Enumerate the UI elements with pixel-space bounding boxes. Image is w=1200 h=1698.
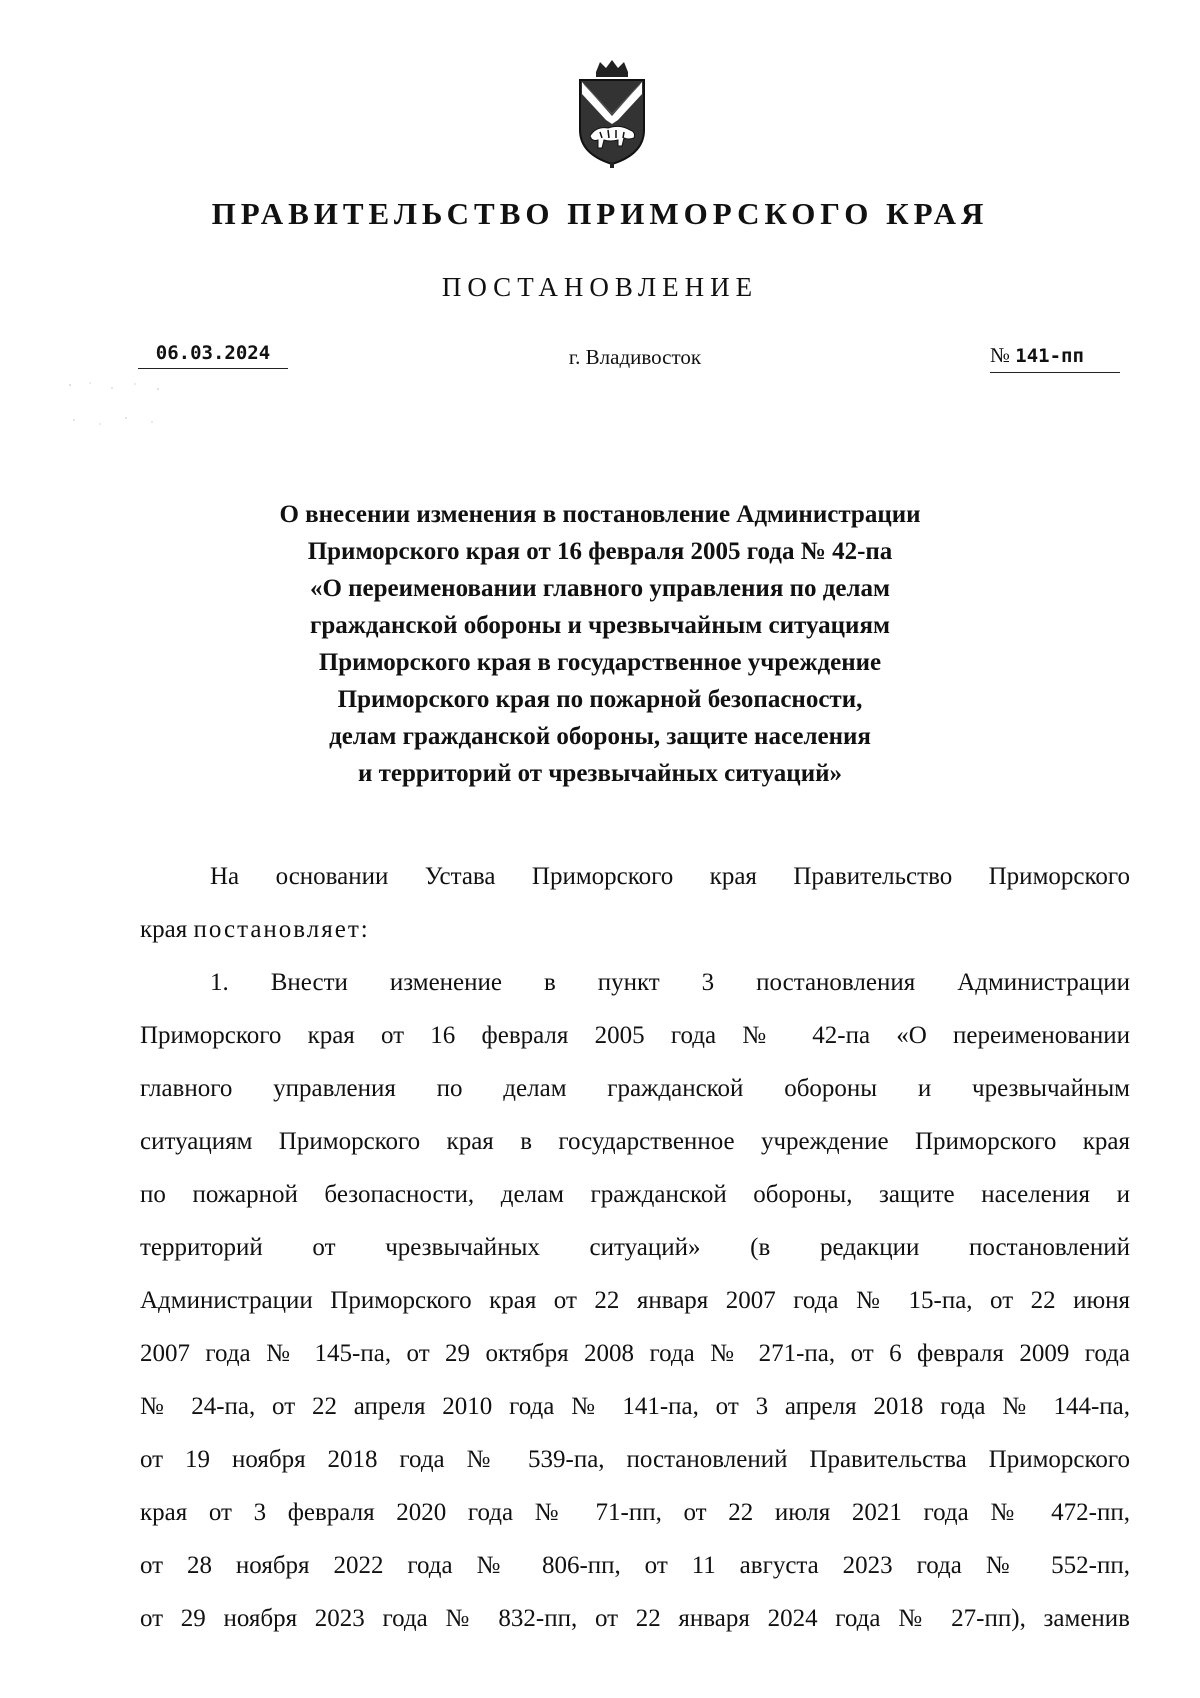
document-type: ПОСТАНОВЛЕНИЕ [441, 272, 759, 302]
organization-title: ПРАВИТЕЛЬСТВО ПРИМОРСКОГО КРАЯ [211, 196, 989, 231]
resolution-heading [200, 496, 1000, 792]
paragraph-line: 1. Внести изменение в пункт 3 постановления Администрации [210, 969, 1130, 996]
number-prefix: № [990, 343, 1011, 367]
paragraph-line: от 29 ноября 2023 года № 832-пп, от 22 января 2024 года № 27-пп), заменив [140, 1605, 1130, 1632]
heading-line: О внесении изменения в постановление Администрации [279, 501, 921, 528]
heading-line: и территорий от чрезвычайных ситуаций» [357, 760, 843, 787]
heading-line: Приморского края по пожарной безопасности, [337, 686, 863, 713]
document-body [140, 857, 1130, 1652]
document-number [990, 343, 1120, 373]
paragraph-line: по пожарной безопасности, делам гражданской обороны, защите населения и [140, 1181, 1130, 1208]
paragraph-line: ситуациям Приморского края в государственное учреждение Приморского края [140, 1128, 1130, 1155]
intro-line: На основании Устава Приморского края Правительство Приморского [210, 863, 1130, 890]
heading-line: Приморского края от 16 февраля 2005 года № 42-па [307, 538, 893, 565]
paragraph-line: Приморского края от 16 февраля 2005 года № 42-па «О переименовании [140, 1022, 1130, 1049]
intro-line [140, 910, 1130, 963]
heading-line: делам гражданской обороны, защите населения [329, 723, 871, 750]
heading-line: Приморского края в государственное учреждение [318, 649, 882, 676]
paragraph-line: края от 3 февраля 2020 года № 71-пп, от 22 июля 2021 года № 472-пп, [140, 1499, 1130, 1526]
paragraph-line: от 19 ноября 2018 года № 539-па, постановлений Правительства Приморского [140, 1446, 1130, 1473]
coat-of-arms-icon [574, 58, 650, 170]
paragraph-line: 2007 года № 145-па, от 29 октября 2008 года № 271-па, от 6 февраля 2009 года [140, 1340, 1130, 1367]
heading-line: «О переименовании главного управления по делам [309, 575, 891, 602]
number-value: 141-пп [1015, 345, 1084, 367]
paragraph-line: № 24-па, от 22 апреля 2010 года № 141-па, от 3 апреля 2018 года № 144-па, [140, 1393, 1130, 1420]
scan-noise [60, 380, 210, 450]
paragraph-line: территорий от чрезвычайных ситуаций» (в редакции постановлений [140, 1234, 1130, 1261]
resolves-word: постановляет: [193, 916, 370, 943]
heading-line: гражданской обороны и чрезвычайным ситуациям [309, 612, 891, 639]
intro-word: края [140, 916, 188, 943]
paragraph-line: Администрации Приморского края от 22 января 2007 года № 15-па, от 22 июня [140, 1287, 1130, 1314]
paragraph-line: главного управления по делам гражданской обороны и чрезвычайным [140, 1075, 1130, 1102]
document-date: 06.03.2024 [138, 342, 288, 369]
document-city: г. Владивосток [568, 345, 702, 369]
paragraph-line: от 28 ноября 2022 года № 806-пп, от 11 августа 2023 года № 552-пп, [140, 1552, 1130, 1579]
